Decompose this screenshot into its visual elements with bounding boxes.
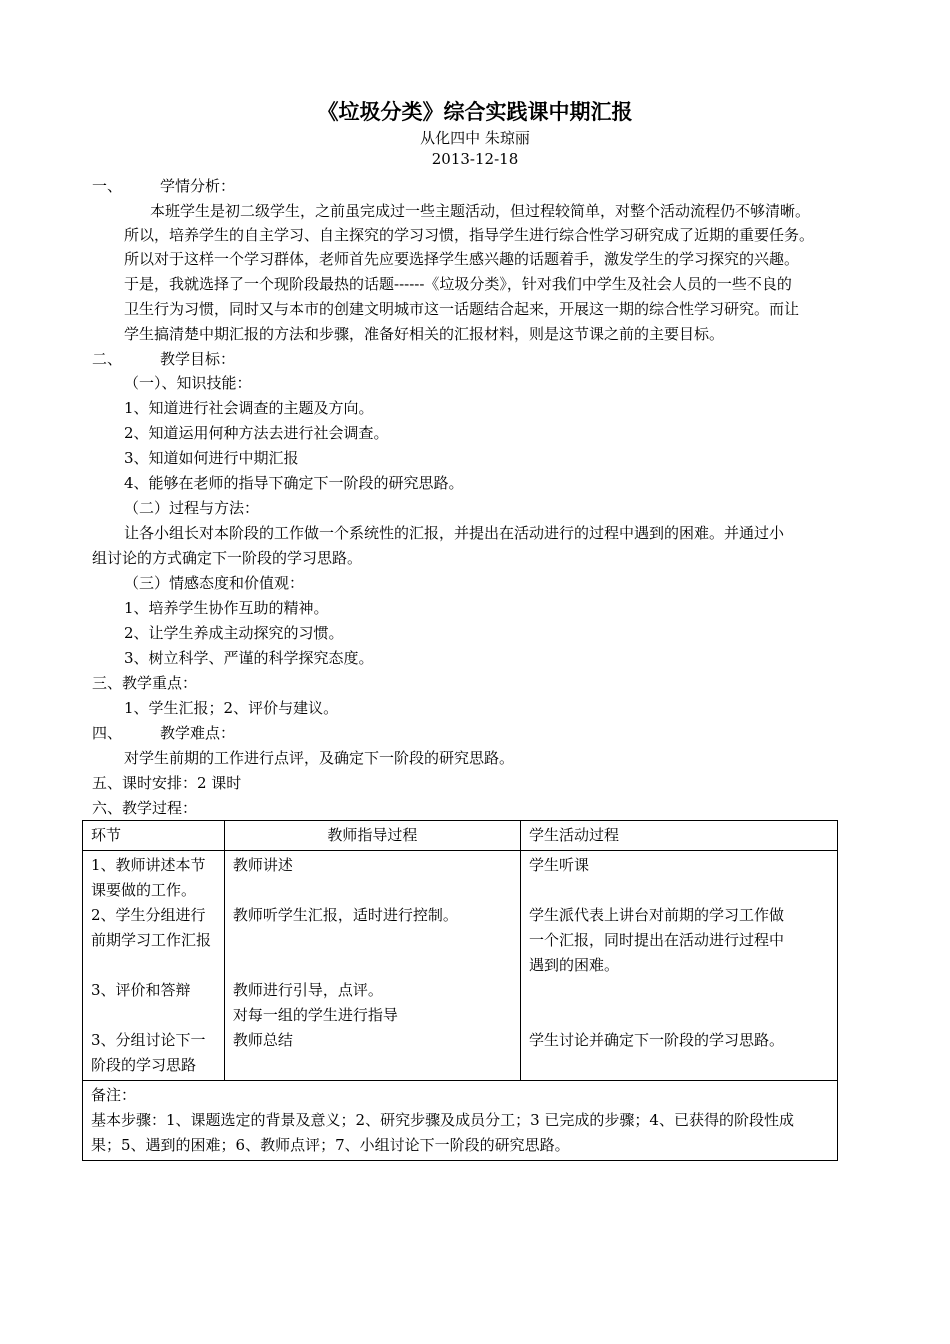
subsection-process: （二）过程与方法：: [124, 499, 260, 517]
section-2-title: 教学目标：: [160, 350, 236, 368]
section-4-heading: [92, 721, 235, 745]
list-item: 4、能够在老师的指导下确定下一阶段的研究思路。: [124, 474, 464, 492]
table-header-cell: 环节: [83, 821, 225, 851]
section-1-title: 学情分析：: [160, 177, 236, 195]
author-line: 从化四中 朱琼丽: [420, 129, 530, 147]
step-line: 课要做的工作。: [91, 881, 197, 899]
document-title: 《垃圾分类》综合实践课中期汇报: [317, 100, 633, 124]
note-cell: [83, 1081, 838, 1161]
table-header-cell: 教师指导过程: [224, 821, 520, 851]
teacher-cell: [224, 851, 520, 1081]
blank-line: [529, 878, 829, 903]
step-line: 1、教师讲述本节: [91, 856, 206, 874]
table-note-row: [83, 1081, 838, 1161]
teacher-line: 教师进行引导，点评。: [232, 981, 383, 999]
step-line: 2、学生分组进行: [91, 906, 206, 924]
section-3-content: 1、学生汇报；2、评价与建议。: [124, 699, 339, 717]
blank-line: [91, 1003, 216, 1028]
student-line: 学生讨论并确定下一阶段的学习思路。: [528, 1031, 784, 1049]
section-2-number: 二、: [92, 350, 123, 368]
teaching-process-table: [82, 820, 838, 1161]
section-1-heading: [92, 174, 235, 198]
subsection-knowledge: （一）、知识技能：: [124, 374, 252, 392]
student-line: 遇到的困难。: [528, 956, 619, 974]
blank-line: [529, 978, 829, 1003]
list-item: 2、知道运用何种方法去进行社会调查。: [124, 424, 389, 442]
section-1-para-line: 所以对于这样一个学习群体，老师首先应要选择学生感兴趣的话题着手，激发学生的学习探究的兴趣。: [124, 250, 800, 268]
blank-line: [529, 1003, 829, 1028]
section-4-number: 四、: [92, 724, 123, 742]
note-line: 果；5、遇到的困难；6、教师点评；7、小组讨论下一阶段的研究思路。: [91, 1136, 570, 1154]
section-2-heading: [92, 347, 235, 371]
step-line: 阶段的学习思路: [91, 1056, 197, 1074]
teacher-line: 对每一组的学生进行指导: [232, 1006, 398, 1024]
section-1-para-line: 卫生行为习惯，同时又与本市的创建文明城市这一话题结合起来，开展这一期的综合性学习研究。而让: [124, 300, 800, 318]
blank-line: [233, 878, 512, 903]
section-1-para-line: 所以，培养学生的自主学习、自主探究的学习习惯，指导学生进行综合性学习研究成了近期的重要任务。: [124, 226, 815, 244]
blank-line: [91, 953, 216, 978]
section-1-para-line: 于是，我就选择了一个现阶段最热的话题------《垃圾分类》，针对我们中学生及社会人员的一些不良的: [124, 275, 792, 293]
document-date: 2013-12-18: [431, 150, 519, 168]
section-1-number: 一、: [92, 177, 123, 195]
student-line: 学生听课: [528, 856, 589, 874]
list-item: 3、树立科学、严谨的科学探究态度。: [124, 649, 374, 667]
process-para-line: 让各小组长对本阶段的工作做一个系统性的汇报，并提出在活动进行的过程中遇到的困难。并通过小: [124, 524, 785, 542]
section-4-content: 对学生前期的工作进行点评，及确定下一阶段的研究思路。: [124, 749, 515, 767]
process-para-line: 组讨论的方式确定下一阶段的学习思路。: [92, 549, 363, 567]
student-line: 一个汇报，同时提出在活动进行过程中: [528, 931, 784, 949]
section-5-heading: 五、课时安排：2 课时: [92, 774, 242, 792]
student-line: 学生派代表上讲台对前期的学习工作做: [528, 906, 784, 924]
table-row: [83, 851, 838, 1081]
section-1-para-line: 学生搞清楚中期汇报的方法和步骤，准备好相关的汇报材料，则是这节课之前的主要目标。: [124, 325, 725, 343]
teacher-line: 教师总结: [232, 1031, 293, 1049]
teacher-line: 教师听学生汇报，适时进行控制。: [232, 906, 458, 924]
note-label: 备注：: [91, 1086, 137, 1104]
list-item: 3、知道如何进行中期汇报: [124, 449, 299, 467]
blank-line: [233, 928, 512, 953]
note-line: 基本步骤：1、课题选定的背景及意义；2、研究步骤及成员分工；3 已完成的步骤；4、已获得的阶段性成: [91, 1111, 794, 1129]
list-item: 1、知道进行社会调查的主题及方向。: [124, 399, 374, 417]
section-6-heading: 六、教学过程：: [92, 799, 198, 817]
section-1-para-line: 本班学生是初二级学生，之前虽完成过一些主题活动，但过程较简单，对整个活动流程仍不够清晰。: [150, 202, 811, 220]
step-cell: [83, 851, 225, 1081]
blank-line: [529, 1053, 829, 1078]
blank-line: [233, 953, 512, 978]
table-header-cell: 学生活动过程: [520, 821, 837, 851]
student-cell: [520, 851, 837, 1081]
step-line: 3、分组讨论下一: [91, 1031, 206, 1049]
blank-line: [233, 1053, 512, 1078]
table-header-row: [83, 821, 838, 851]
step-line: 3、评价和答辩: [91, 981, 191, 999]
list-item: 2、让学生养成主动探究的习惯。: [124, 624, 344, 642]
section-3-heading: 三、教学重点：: [92, 674, 198, 692]
subsection-attitude: （三）情感态度和价值观：: [124, 574, 305, 592]
step-line: 前期学习工作汇报: [91, 931, 212, 949]
teacher-line: 教师讲述: [232, 856, 293, 874]
list-item: 1、培养学生协作互助的精神。: [124, 599, 329, 617]
section-4-title: 教学难点：: [160, 724, 236, 742]
